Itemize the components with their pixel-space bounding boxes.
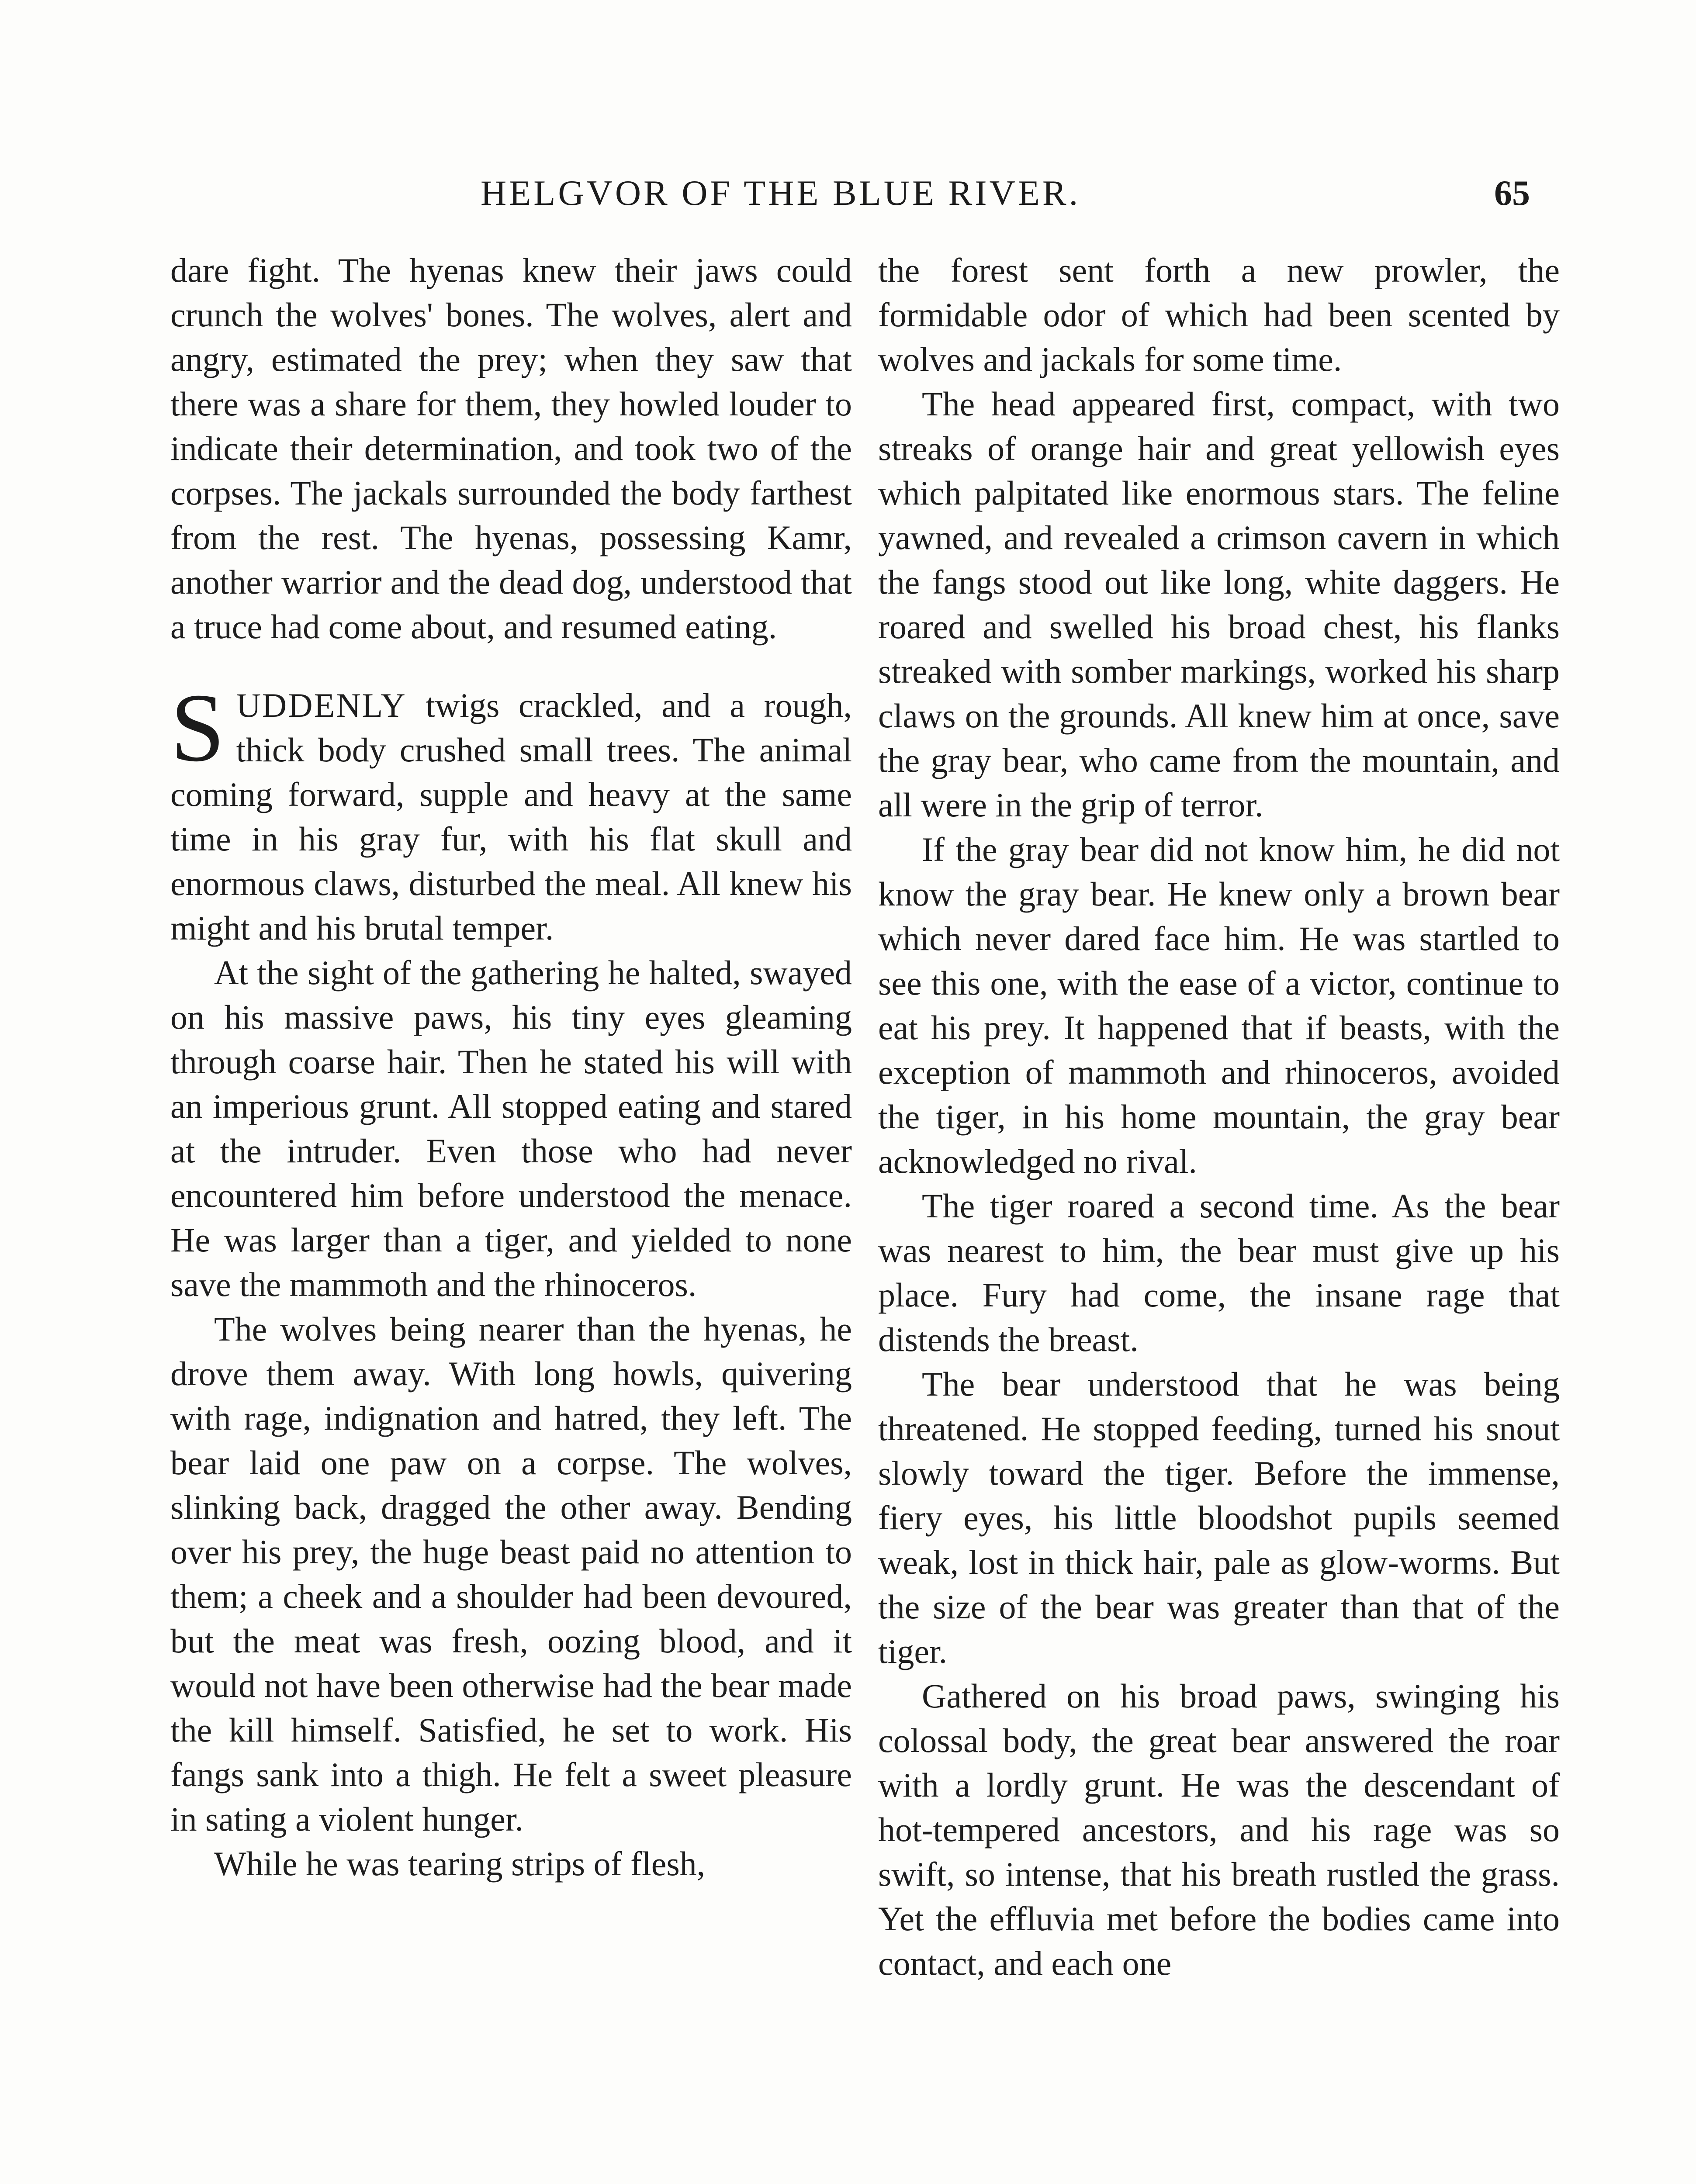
page-number: 65 xyxy=(1494,173,1530,213)
paragraph-text: twigs crackled, and a rough, thick body crushed small trees. The animal coming forward, supple and heavy at the same time in his gray fur, with his flat skull and enormous claws, disturbed the meal. All knew his might and his brutal temper. xyxy=(170,686,852,947)
paragraph: The bear understood that he was being threatened. He stopped feeding, turned his snout slowly toward the tiger. Before the immense, fiery eyes, his little bloodshot pupils seemed weak, lost in thick hair, pale as glow-worms. But the size of the bear was greater than that of the tiger. xyxy=(878,1365,1560,1670)
right-column xyxy=(878,248,1560,1986)
left-column xyxy=(170,248,852,1886)
paragraph: The wolves being nearer than the hyenas, he drove them away. With long howls, quivering with rage, indignation and hatred, they left. The bear laid one paw on a corpse. The wolves, slinking back, dragged the other away. Bending over his prey, the huge beast paid no attention to them; a cheek and a shoulder had been devoured, but the meat was fresh, oozing blood, and it would not have been otherwise had the bear made the kill himself. Satisfied, he set to work. His fangs sank into a thigh. He felt a sweet pleasure in sating a violent hunger. xyxy=(170,1310,852,1838)
paragraph: While he was tearing strips of flesh, xyxy=(214,1845,706,1883)
paragraph: the forest sent forth a new prowler, the formidable odor of which had been scented by wolves and jackals for some time. xyxy=(878,251,1560,378)
paragraph: At the sight of the gathering he halted, swayed on his massive paws, his tiny eyes gleaming through coarse hair. Then he stated his will with an imperious grunt. All stopped eating and stared at the intruder. Even those who had never encountered him before understood the menace. He was larger than a tiger, and yielded to none save the mammoth and the rhinoceros. xyxy=(170,954,852,1303)
running-title: HELGVOR OF THE BLUE RIVER. xyxy=(481,173,1081,213)
paragraph: dare fight. The hyenas knew their jaws could crunch the wolves' bones. The wolves, alert and angry, estimated the prey; when they saw that there was a share for them, they howled louder to indicate their determination, and took two of the corpses. The jackals surrounded the body farthest from the rest. The hyenas, possessing Kamr, another warrior and the dead dog, understood that a truce had come about, and resumed eating. xyxy=(170,251,852,646)
section-gap xyxy=(170,649,852,683)
paragraph: The head appeared first, compact, with two streaks of orange hair and great yellowish eyes which palpitated like enormous stars. The feline yawned, and revealed a crimson cavern in which the fangs stood out like long, white daggers. He roared and swelled his broad chest, his flanks streaked with somber markings, worked his sharp claws on the grounds. All knew him at once, save the gray bear, who came from the mountain, and all were in the grip of terror. xyxy=(878,385,1560,824)
paragraph: The tiger roared a second time. As the bear was nearest to him, the bear must give up his place. Fury had come, the insane rage that distends the breast. xyxy=(878,1187,1560,1358)
lead-in-word: UDDENLY xyxy=(236,686,407,724)
paragraph: If the gray bear did not know him, he did not know the gray bear. He knew only a brown bear which never dared face him. He was startled to see this one, with the ease of a victor, continue to eat his prey. It happened that if beasts, with the exception of mammoth and rhinoceros, avoided the tiger, in his home mountain, the gray bear acknowledged no rival. xyxy=(878,830,1560,1180)
paragraph-dropcap xyxy=(170,674,852,950)
drop-cap: S xyxy=(170,674,225,782)
paragraph: Gathered on his broad paws, swinging his colossal body, the great bear answered the roar with a lordly grunt. He was the descendant of hot-tempered ancestors, and his rage was so swift, so intense, that his breath rustled the grass. Yet the effluvia met before the bodies came into contact, and each one xyxy=(878,1677,1560,1982)
